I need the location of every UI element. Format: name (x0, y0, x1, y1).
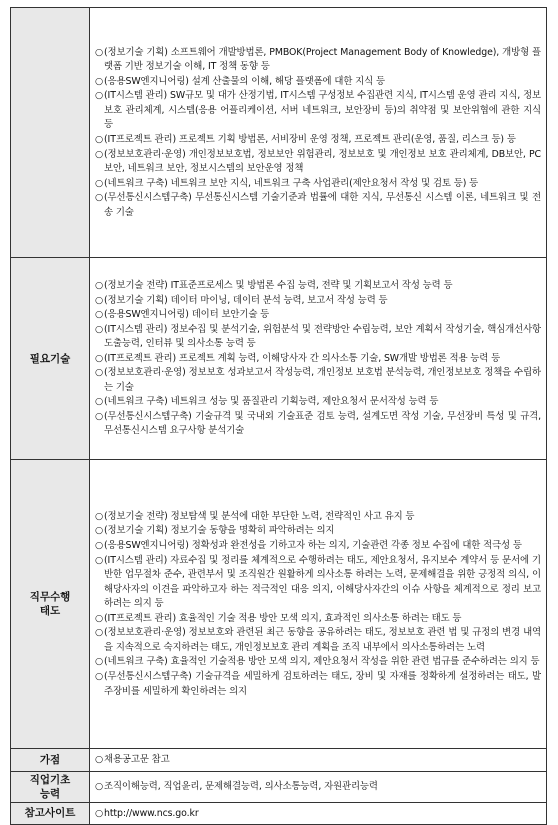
bullet-icon: ○ (95, 192, 104, 204)
bonus-points-row (11, 749, 547, 772)
bullet-icon: ○ (95, 656, 104, 668)
job-attitude-content (90, 460, 547, 749)
bullet-icon: ○ (95, 367, 104, 379)
list-item-text: (정보기술 기획) 소프트웨어 개발방법론, PMBOK(Project Management Body of Knowledge), 개방형 플랫폼 기반 정보기술 이해, IT 정책 동향 등 (104, 46, 541, 73)
list-item-text: (IT프로젝트 관리) 효율적인 기술 적용 방안 모색 의지, 효과적인 의사소통 하려는 태도 등 (104, 612, 462, 624)
list-item-text: (네트워크 구축) 네트워크 성능 및 품질관리 기획능력, 제안요청서 문서작성 능력 등 (104, 396, 439, 408)
bullet-icon: ○ (95, 754, 104, 765)
list-item (95, 626, 541, 655)
list-item (95, 670, 541, 699)
bullet-icon: ○ (95, 396, 104, 408)
list-item (95, 366, 541, 395)
bullet-icon: ○ (95, 90, 104, 102)
list-item-text: (IT프로젝트 관리) 프로젝트 기획 방법론, 서비장비 운영 정책, 프로젝트 관리(운영, 품질, 리스크 등) 등 (104, 134, 516, 145)
list-item-text: 채용공고문 참고 (104, 754, 170, 765)
list-item (95, 323, 541, 352)
bullet-icon: ○ (95, 309, 104, 321)
bullet-icon: ○ (95, 148, 104, 160)
list-item-text: (정보기술 기획) 정보기술 동향을 명확히 파악하려는 의지 (104, 525, 335, 537)
bullet-icon: ○ (95, 352, 104, 364)
bullet-icon: ○ (95, 554, 104, 566)
list-item (95, 308, 541, 323)
basic-competency-content (90, 771, 547, 802)
list-item (95, 753, 541, 768)
list-item (95, 780, 541, 795)
list-item-text: (IT프로젝트 관리) 프로젝트 계획 능력, 이해당사자 간 의사소통 기술, SW개발 방법론 적용 능력 등 (104, 352, 501, 364)
list-item (95, 612, 541, 627)
list-item (95, 395, 541, 410)
bullet-icon: ○ (95, 670, 104, 682)
knowledge-content (90, 8, 547, 258)
list-item (95, 89, 541, 133)
list-item-text: (IT시스템 관리) 자료수집 및 정리를 체계적으로 수행하려는 태도, 제안요청서, 유지보수 계약서 등 문서에 기반한 업무절차 준수, 관련부서 및 조직원간 원활하게 의사소통 하려는 노력, 문제해결을 위한 긍정적 의식, 이해당사자의 이견을 파악하고자 하는 적극적인 대응 의지, 이해당사자간의 이슈 사항을 체계적으로 정리 보고하려는 의지 등 (104, 554, 541, 610)
list-item (95, 191, 541, 220)
required-skills-row (11, 258, 547, 460)
list-item (95, 554, 541, 612)
list-item (95, 655, 541, 670)
bonus-points-label: 가점 (11, 749, 90, 772)
knowledge-row (11, 8, 547, 258)
job-attitude-label: 직무수행 태도 (11, 460, 90, 749)
list-item (95, 46, 541, 75)
job-attitude-row (11, 460, 547, 749)
list-item (95, 294, 541, 309)
list-item (95, 352, 541, 367)
list-item-text: (IT시스템 관리) SW규모 및 대가 산정기법, IT시스템 구성정보 수집관련 지식, IT시스템 운영 관리 지식, 정보보호 관리체계, 시스템(응용 어플리케이션, 서버 네트워크, 보안장비 등)의 취약점 및 보안위협에 관한 지식 등 (104, 90, 541, 131)
knowledge-row-label (11, 8, 90, 258)
bullet-icon: ○ (95, 134, 104, 145)
required-skills-label: 필요기술 (11, 258, 90, 460)
list-item (95, 148, 541, 177)
list-item-text: (네트워크 구축) 네트워크 보안 지식, 네트워크 구축 사업관리(제안요청서 작성 및 검토 등) 등 (104, 177, 479, 189)
list-item-text: (IT시스템 관리) 정보수집 및 분석기술, 위험분석 및 전략방안 수립능력, 보안 계획서 작성기술, 핵심개선사항 도출능력, 인터뷰 및 의사소통 능력 등 (104, 323, 541, 350)
list-item (95, 133, 541, 148)
reference-site-row (11, 802, 547, 825)
basic-competency-label: 직업기초 능력 (11, 771, 90, 802)
list-item-text: (네트워크 구축) 효율적인 기술적용 방안 모색 의지, 제안요청서 작성을 위한 관련 법규를 준수하려는 의지 등 (104, 656, 540, 668)
list-item (95, 524, 541, 539)
bullet-icon: ○ (95, 627, 104, 639)
list-item (95, 279, 541, 294)
list-item-text: (무선통신시스템구축) 무선통신시스템 기술기준과 법률에 대한 지식, 무선통신 시스템 이론, 네트워크 및 전송 기술 (104, 192, 541, 218)
list-item-text: (무선통신시스템구축) 기술규격 및 국내외 기술표준 검토 능력, 설계도면 작성 기술, 무선장비 특성 및 규격, 무선통신시스템 요구사항 분석기술 (104, 410, 541, 437)
list-item (95, 410, 541, 439)
bullet-icon: ○ (95, 75, 104, 87)
required-skills-content (90, 258, 547, 460)
list-item (95, 807, 541, 822)
bullet-icon: ○ (95, 807, 104, 819)
reference-site-label: 참고사이트 (11, 802, 90, 825)
list-item (95, 75, 541, 90)
list-item (95, 177, 541, 192)
list-item (95, 539, 541, 554)
list-item-text: (응용SW엔지니어링) 데이터 보안기술 등 (104, 309, 270, 321)
bullet-icon: ○ (95, 510, 104, 522)
bullet-icon: ○ (95, 46, 104, 58)
list-item-text: (정보기술 전략) IT표준프로세스 및 방법론 수집 능력, 전략 및 기획보고서 작성 능력 등 (104, 279, 453, 291)
list-item-text: (정보기술 기획) 데이터 마이닝, 데이터 분석 능력, 보고서 작성 능력 등 (104, 294, 388, 306)
list-item-text: (무선통신시스템구축) 기술규격을 세밀하게 검토하려는 태도, 장비 및 자재를 정확하게 설정하려는 태도, 발주장비를 세밀하게 확인하려는 의지 (104, 670, 541, 697)
list-item (95, 510, 541, 525)
list-item-text: (정보보호관리·운영) 정보보호와 관련된 최근 동향을 공유하려는 태도, 정보보호 관련 법 및 규정의 변경 내역을 지속적으로 숙지하려는 태도, 개인정보보호 관리 계획을 조직 내부에서 의사소통하려는 노력 (104, 627, 541, 653)
list-item-text: (응용SW엔지니어링) 설계 산출물의 이해, 해당 플랫폼에 대한 지식 등 (104, 75, 385, 87)
list-item-text: (응용SW엔지니어링) 정확성과 완전성을 기하고자 하는 의지, 기술관련 각종 정보 수집에 대한 적극성 등 (104, 540, 522, 552)
bullet-icon: ○ (95, 525, 104, 537)
list-item-text: http://www.ncs.go.kr (104, 807, 199, 819)
list-item-text: (정보기술 전략) 정보탐색 및 분석에 대한 부단한 노력, 전략적인 사고 유지 등 (104, 510, 415, 522)
bonus-points-content (90, 749, 547, 772)
list-item-text: (정보보호관리·운영) 정보보호 성과보고서 작성능력, 개인정보 보호법 분석능력, 개인정보보호 정책을 수립하는 기술 (104, 367, 541, 393)
bullet-icon: ○ (95, 177, 104, 189)
job-description-table (10, 7, 547, 825)
list-item-text: (정보보호관리·운영) 개인정보보호법, 정보보안 위험관리, 정보보호 및 개인정보 보호 관리체계, DB보안, PC보안, 네트워크 보안, 정보시스템의 보안운영 정책 (104, 148, 541, 175)
bullet-icon: ○ (95, 279, 104, 291)
basic-competency-row (11, 771, 547, 802)
bullet-icon: ○ (95, 410, 104, 422)
reference-site-content (90, 802, 547, 825)
bullet-icon: ○ (95, 323, 104, 335)
bullet-icon: ○ (95, 612, 104, 624)
bullet-icon: ○ (95, 294, 104, 306)
bullet-icon: ○ (95, 780, 104, 792)
list-item-text: 조직이해능력, 직업윤리, 문제해결능력, 의사소통능력, 자원관리능력 (104, 780, 378, 792)
bullet-icon: ○ (95, 540, 104, 552)
